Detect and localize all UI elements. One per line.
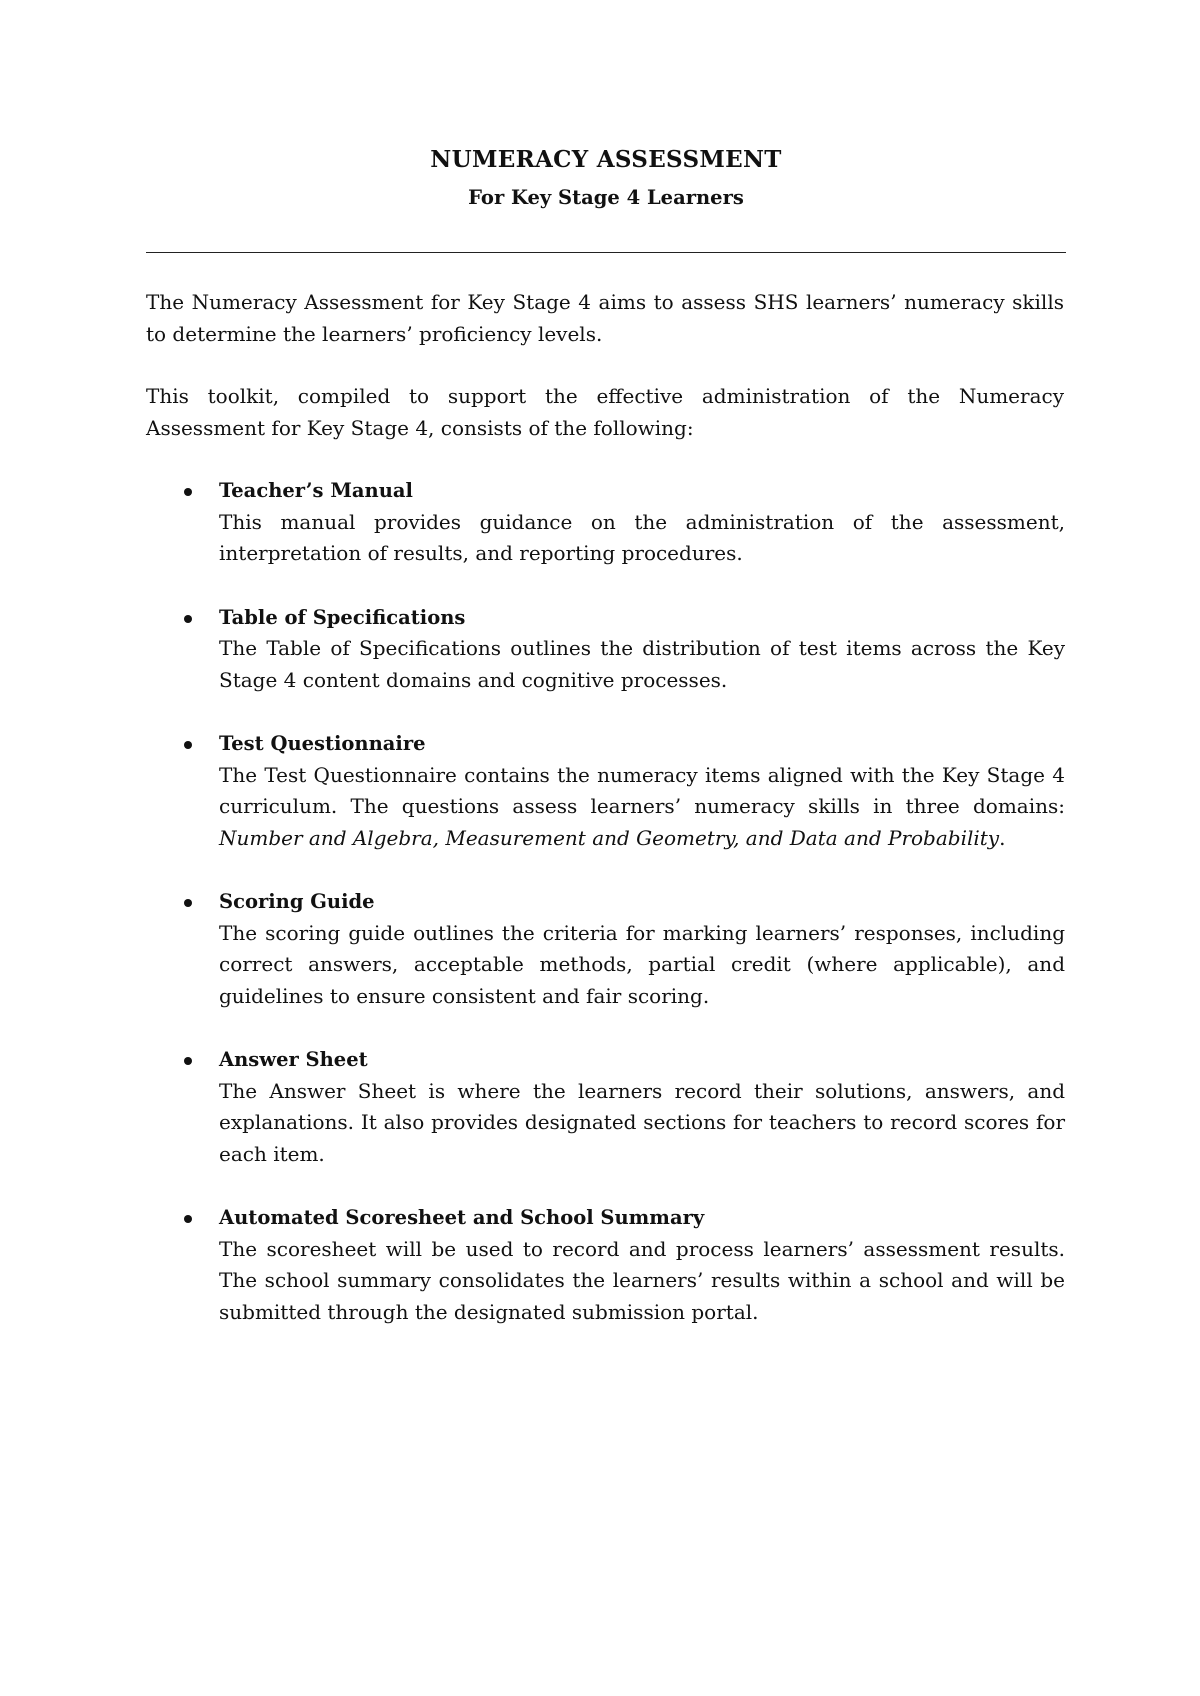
list-item-table-of-specifications [146, 602, 1066, 697]
bullet-icon [184, 899, 192, 907]
list-item-scoring-guide [146, 886, 1066, 1012]
bullet-icon [184, 1057, 192, 1065]
bullet-icon [184, 488, 192, 496]
bullet-icon [184, 1215, 192, 1223]
bullet-icon [184, 741, 192, 749]
item-description: The Answer Sheet is where the learners record their solutions, answers, and explanations. It also provides designated sections for teachers to record scores for each item. [219, 1078, 1065, 1166]
item-description: The scoresheet will be used to record and process learners’ assessment results. The school summary consolidates the learners’ results within a school and will be submitted through the designated submission portal. [219, 1236, 1065, 1324]
item-description [219, 760, 1065, 855]
item-title: Table of Specifications [219, 605, 466, 629]
list-item-teachers-manual [146, 475, 1066, 570]
intro-paragraph-2: This toolkit, compiled to support the effective administration of the Numeracy Assessment for Key Stage 4, consists of the following: [146, 384, 1064, 440]
list-item-test-questionnaire [146, 728, 1066, 854]
toolkit-list [146, 475, 1066, 1360]
item-title: Test Questionnaire [219, 732, 426, 755]
item-description: This manual provides guidance on the administration of the assessment, interpretation of results, and reporting procedures. [219, 509, 1065, 565]
item-title: Automated Scoresheet and School Summary [219, 1206, 705, 1229]
list-item-answer-sheet [146, 1044, 1066, 1170]
document-subtitle: For Key Stage 4 Learners [468, 186, 744, 209]
item-description-domains: Number and Algebra, Measurement and Geometry, and Data and Probability [219, 825, 1000, 850]
item-title: Teacher’s Manual [219, 479, 413, 502]
horizontal-divider [146, 252, 1066, 253]
item-description-end: . [999, 825, 1006, 850]
intro-paragraph-1: The Numeracy Assessment for Key Stage 4 aims to assess SHS learners’ numeracy skills to determine the learners’ proficiency levels. [146, 290, 1064, 346]
item-description: The Table of Specifications outlines the distribution of test items across the Key Stage 4 content domains and cognitive processes. [219, 636, 1065, 692]
item-description: The scoring guide outlines the criteria for marking learners’ responses, including correct answers, acceptable methods, partial credit (where applicable), and guidelines to ensure consistent and fair scoring. [219, 920, 1065, 1008]
item-title: Scoring Guide [219, 890, 375, 913]
document-title: NUMERACY ASSESSMENT [430, 146, 782, 173]
bullet-icon [184, 615, 192, 623]
list-item-automated-scoresheet [146, 1202, 1066, 1328]
item-description-text: The Test Questionnaire contains the numeracy items aligned with the Key Stage 4 curriculum. The questions assess learners’ numeracy skills in three domains: [219, 762, 1065, 818]
item-title: Answer Sheet [219, 1048, 368, 1071]
